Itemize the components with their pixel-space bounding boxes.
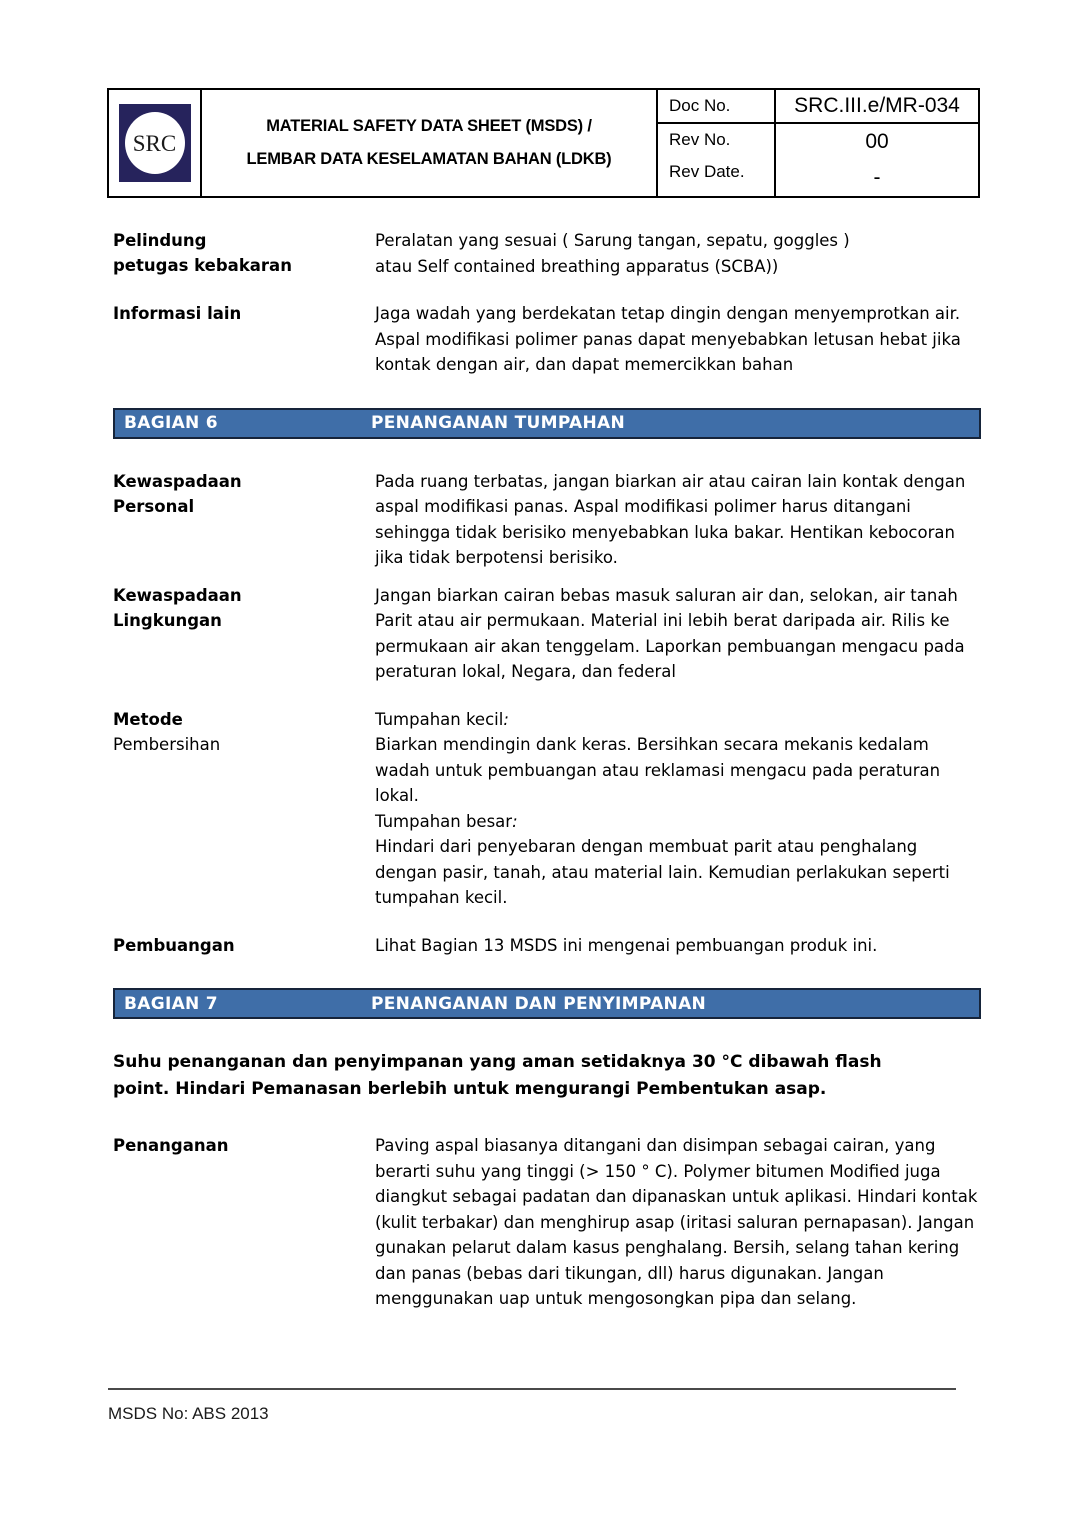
spacer — [113, 911, 981, 933]
row-body-kewaspadaan-lingkungan — [375, 583, 981, 685]
label-line-1: Pelindung — [113, 231, 207, 250]
row-label-informasi-lain — [113, 301, 375, 326]
label-line-2: petugas kebakaran — [113, 256, 292, 275]
rev-no-value: 00 — [865, 130, 889, 153]
row-pelindung-petugas-kebakaran — [113, 228, 981, 279]
body-text: Jaga wadah yang berdekatan tetap dingin dengan menyemprotkan air. Aspal modifikasi polimer panas dapat menyebabkan letusan hebat jika kontak dengan air, dan dapat memercikkan bahan — [375, 304, 961, 374]
section-number: BAGIAN 7 — [124, 993, 218, 1014]
spacer — [113, 1019, 981, 1049]
row-pembuangan — [113, 933, 981, 959]
header-meta-table — [658, 90, 978, 196]
row-label-kewaspadaan-lingkungan — [113, 583, 375, 633]
rev-date-value: - — [873, 166, 881, 189]
body-line-1: Peralatan yang sesuai ( Sarung tangan, sepatu, goggles ) — [375, 231, 850, 250]
rev-labels — [658, 124, 776, 196]
label-line-2: Lingkungan — [113, 610, 222, 630]
row-metode-pembersihan — [113, 707, 981, 911]
row-label-penanganan — [113, 1133, 375, 1158]
label-line-2: Pembersihan — [113, 734, 221, 754]
row-label-kewaspadaan-personal — [113, 469, 375, 519]
row-body-kewaspadaan-personal — [375, 469, 981, 571]
doc-no-label: Doc No. — [658, 90, 776, 122]
section-number: BAGIAN 6 — [124, 413, 218, 433]
row-informasi-lain — [113, 301, 981, 378]
document-body — [113, 228, 981, 1312]
logo-ellipse-shape — [125, 112, 185, 174]
row-body-metode-pembersihan — [375, 707, 981, 911]
bagian7-intro-paragraph: Suhu penanganan dan penyimpanan yang aman setidaknya 30 °C dibawah flash point. Hindari Pemanasan berlebih untuk mengurangi Pembentukan asap. — [113, 1052, 882, 1099]
body-text: Pada ruang terbatas, jangan biarkan air atau cairan lain kontak dengan aspal modifikasi panas. Aspal modifikasi polimer harus ditangani sehingga tidak berisiko menyebabkan luka bakar. Hentikan kebocoran jika tidak berpotensi berisiko. — [375, 471, 966, 567]
logo-text: SRC — [132, 130, 177, 156]
row-kewaspadaan-lingkungan — [113, 583, 981, 685]
spacer — [113, 958, 981, 988]
rev-no-label: Rev No. — [669, 130, 731, 149]
doc-no-row — [658, 90, 978, 124]
label-line-1: Kewaspadaan — [113, 585, 242, 605]
row-body-informasi-lain — [375, 301, 981, 378]
src-logo — [119, 104, 191, 182]
header-title-line-2: LEMBAR DATA KESELAMATAN BAHAN (LDKB) — [246, 150, 612, 168]
label-line-1: Informasi lain — [113, 304, 242, 323]
section-title: PENANGANAN TUMPAHAN — [371, 413, 626, 433]
row-label-pembuangan — [113, 933, 375, 958]
body-line-2: atau Self contained breathing apparatus (SCBA)) — [375, 256, 779, 276]
doc-no-value: SRC.III.e/MR-034 — [794, 94, 960, 117]
body-text-large-spill: Hindari dari penyebaran dengan membuat parit atau penghalang dengan pasir, tanah, atau material lain. Kemudian perlakukan seperti tumpahan kecil. — [375, 837, 950, 907]
row-body-pembuangan — [375, 933, 981, 959]
label-line-1: Pembuangan — [113, 935, 235, 955]
body-text: Lihat Bagian 13 MSDS ini mengenai pembuangan produk ini. — [375, 935, 878, 955]
section-bar-bagian-7 — [113, 988, 981, 1019]
section-bar-bagian-6 — [113, 408, 981, 439]
body-text: Paving aspal biasanya ditangani dan disimpan sebagai cairan, yang berarti suhu yang tinggi (> 150 ° C). Polymer bitumen Modified juga diangkut sebagai padatan dan dipanaskan untuk aplikasi. Hindari kontak (kulit terbakar) dan menghirup asap (iritasi saluran pernapasan). Jangan gunakan pelarut dalam kasus penghalang. Bersih, selang tahan kering dan panas (bebas dari tikungan, dll) harus digunakan. Jangan menggunakan uap untuk mengosongkan pipa dan selang. — [375, 1136, 978, 1308]
rev-values — [776, 124, 978, 196]
row-penanganan — [113, 1133, 981, 1312]
section-title: PENANGANAN DAN PENYIMPANAN — [371, 993, 707, 1014]
row-label-metode-pembersihan — [113, 707, 375, 757]
document-header-table — [107, 88, 980, 198]
label-line-2: Personal — [113, 496, 195, 516]
rev-rows — [658, 124, 978, 196]
spacer — [113, 685, 981, 707]
spacer — [113, 279, 981, 301]
label-line-1: Penanganan — [113, 1136, 229, 1155]
label-line-1: Kewaspadaan — [113, 471, 242, 491]
spacer — [113, 1103, 981, 1133]
subheading-tumpahan-kecil: Tumpahan kecil : — [375, 710, 509, 729]
subheading-tumpahan-besar: Tumpahan besar : — [375, 812, 518, 831]
row-label-pelindung — [113, 228, 375, 278]
row-body-penanganan — [375, 1133, 981, 1312]
footer-msds-number: MSDS No: ABS 2013 — [108, 1404, 269, 1423]
body-text: Jangan biarkan cairan bebas masuk saluran air dan, selokan, air tanah Parit atau air permukaan. Material ini lebih berat daripada air. Rilis ke permukaan air akan tenggelam. Laporkan pembuangan mengacu pada peraturan lokal, Negara, dan federal — [375, 585, 965, 681]
footer-divider — [108, 1388, 956, 1390]
label-line-1: Metode — [113, 709, 183, 729]
body-text-small-spill: Biarkan mendingin dank keras. Bersihkan secara mekanis kedalam wadah untuk pembuangan atau reklamasi mengacu pada peraturan lokal. — [375, 735, 941, 805]
row-body-pelindung — [375, 228, 981, 279]
logo-cell — [109, 90, 202, 196]
rev-date-label: Rev Date. — [669, 162, 745, 181]
header-title-line-1: MATERIAL SAFETY DATA SHEET (MSDS) / — [266, 117, 592, 135]
spacer — [113, 439, 981, 469]
spacer — [113, 571, 981, 583]
header-title-cell — [202, 90, 658, 196]
row-kewaspadaan-personal — [113, 469, 981, 571]
spacer — [113, 378, 981, 408]
